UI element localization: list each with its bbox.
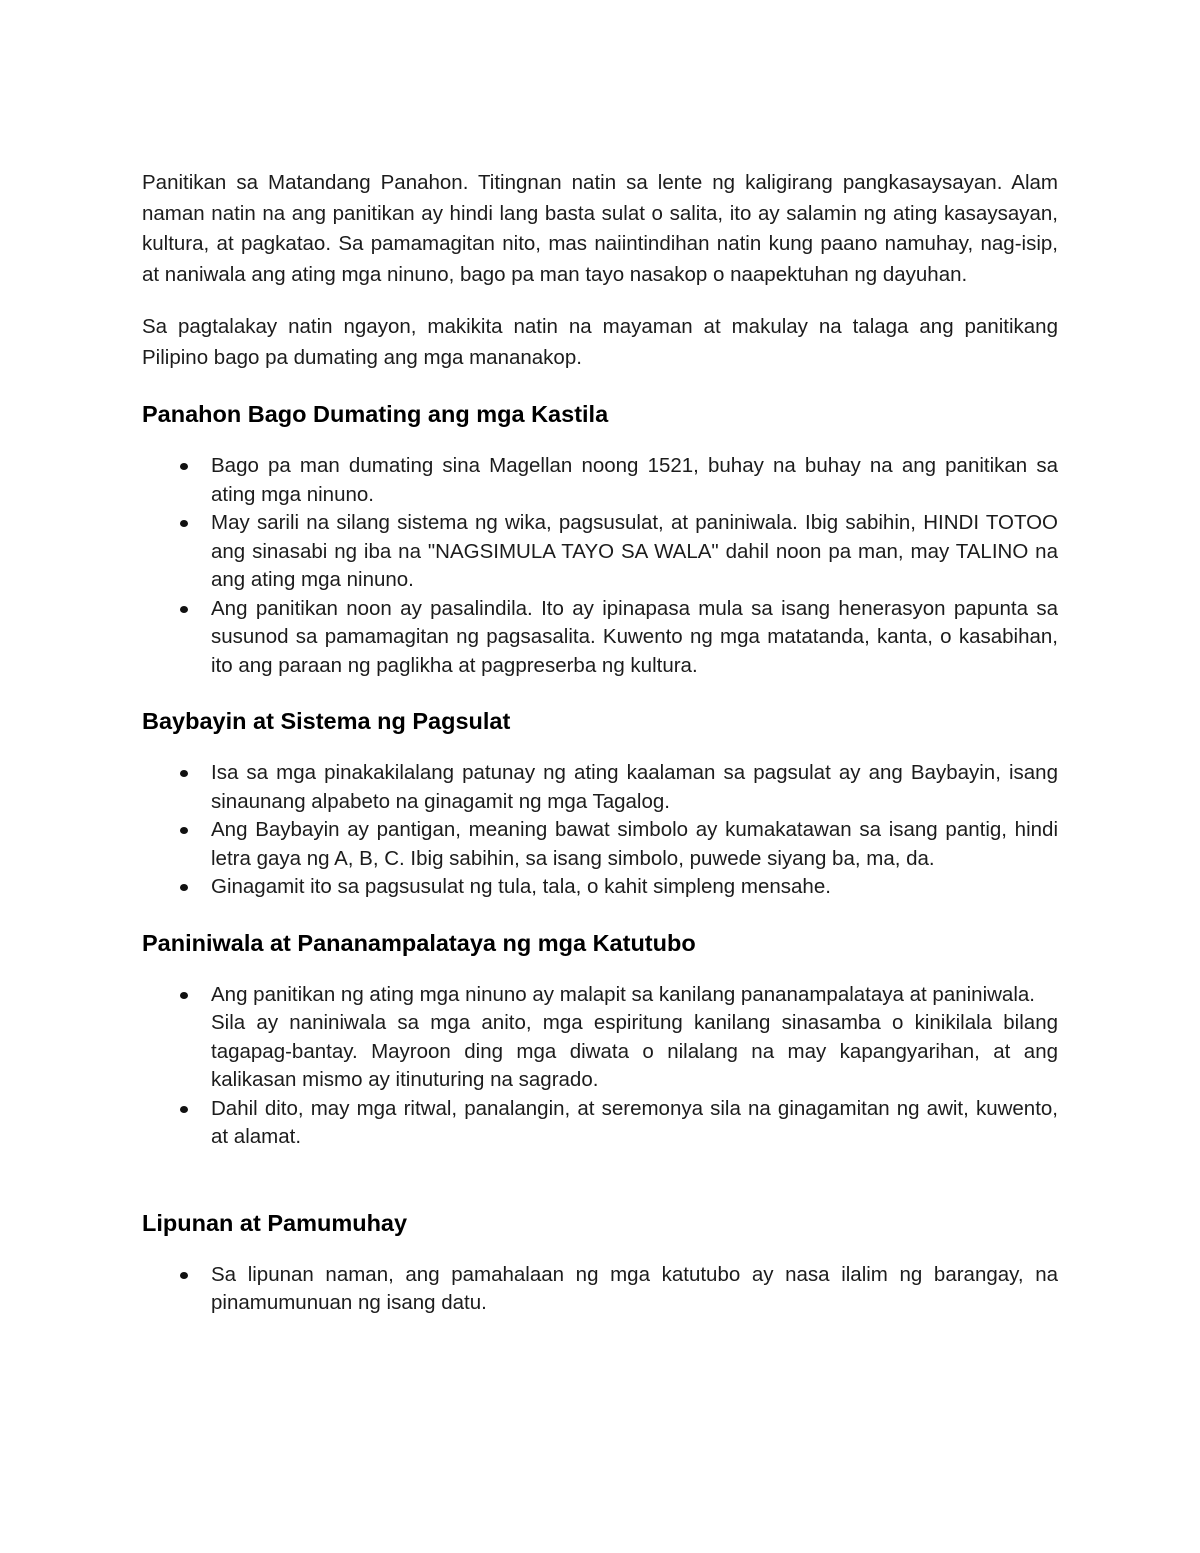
section-heading: Panahon Bago Dumating ang mga Kastila <box>142 401 609 427</box>
bullet-list <box>142 1261 1058 1318</box>
bullet-list <box>142 759 1058 902</box>
section-panahon-bago-dumating <box>142 399 1058 680</box>
bullet-list <box>142 452 1058 680</box>
bullet-icon <box>180 992 188 999</box>
bullet-icon <box>180 827 188 834</box>
bullet-icon <box>180 884 188 891</box>
bullet-icon <box>180 606 188 613</box>
list-item <box>142 873 1058 902</box>
bullet-icon <box>180 520 188 527</box>
list-item <box>142 509 1058 595</box>
list-item-text: Isa sa mga pinakakilalang patunay ng ating kaalaman sa pagsulat ay ang Baybayin, isang sinaunang alpabeto na ginagamit ng mga Tagalog. <box>211 761 1058 813</box>
list-item-text: Ang Baybayin ay pantigan, meaning bawat simbolo ay kumakatawan sa isang pantig, hindi letra gaya ng A, B, C. Ibig sabihin, sa isang simbolo, puwede siyang ba, ma, da. <box>211 818 1058 870</box>
section-baybayin <box>142 706 1058 902</box>
section-paniniwala <box>142 928 1058 1152</box>
list-item-text: Dahil dito, may mga ritwal, panalangin, at seremonya sila na ginagamitan ng awit, kuwento, at alamat. <box>211 1096 1058 1148</box>
section-heading: Baybayin at Sistema ng Pagsulat <box>142 708 511 734</box>
bullet-list <box>142 981 1058 1152</box>
bullet-icon <box>180 463 188 470</box>
list-item <box>142 1261 1058 1318</box>
list-item <box>142 981 1058 1095</box>
list-item-text: Sa lipunan naman, ang pamahalaan ng mga katutubo ay nasa ilalim ng barangay, na pinamumunuan ng isang datu. <box>211 1262 1058 1314</box>
list-item <box>142 452 1058 509</box>
list-item <box>142 759 1058 816</box>
list-item <box>142 816 1058 873</box>
list-item <box>142 595 1058 681</box>
list-item-text: Ginagamit ito sa pagsusulat ng tula, tala, o kahit simpleng mensahe. <box>211 875 831 898</box>
intro-paragraph: Panitikan sa Matandang Panahon. Titingnan natin sa lente ng kaligirang pangkasaysayan. Alam naman natin na ang panitikan ay hindi lang basta sulat o salita, ito ay salamin ng ating kasaysayan, kultura, at pagkatao. Sa pamamagitan nito, mas naiintindihan natin kung paano namuhay, nag-isip, at naniwala ang ating mga ninuno, bago pa man tayo nasakop o naapektuhan ng dayuhan. <box>142 171 1058 286</box>
section-lipunan <box>142 1208 1058 1318</box>
section-heading: Lipunan at Pamumuhay <box>142 1209 408 1236</box>
section-heading: Paniniwala at Pananampalataya ng mga Katutubo <box>142 929 696 956</box>
list-item-text-continued: Sila ay naniniwala sa mga anito, mga espiritung kanilang sinasamba o kinikilala bilang tagapag-bantay. Mayroon ding mga diwata o nilalang na may kapangyarihan, at ang kalikasan mismo ay itinuturing na sagrado. <box>211 1011 1058 1091</box>
bullet-icon <box>180 1106 188 1113</box>
list-item-text: Ang panitikan ng ating mga ninuno ay malapit sa kanilang pananampalataya at paniniwala. <box>211 982 1035 1006</box>
list-item <box>142 1095 1058 1152</box>
intro-paragraph: Sa pagtalakay natin ngayon, makikita natin na mayaman at makulay na talaga ang panitikang Pilipino bago pa dumating ang mga mananakop. <box>142 315 1058 369</box>
list-item-text: Ang panitikan noon ay pasalindila. Ito ay ipinapasa mula sa isang henerasyon papunta sa susunod sa pamamagitan ng pagsasalita. Kuwento ng mga matatanda, kanta, o kasabihan, ito ang paraan ng paglikha at pagpreserba ng kultura. <box>211 596 1058 677</box>
bullet-icon <box>180 770 188 777</box>
list-item-text: May sarili na silang sistema ng wika, pagsusulat, at paniniwala. Ibig sabihin, HINDI TOTOO ang sinasabi ng iba na "NAGSIMULA TAYO SA WALA" dahil noon pa man, may TALINO na ang ating mga ninuno. <box>211 511 1058 591</box>
bullet-icon <box>180 1272 188 1279</box>
list-item-text: Bago pa man dumating sina Magellan noong 1521, buhay na buhay na ang panitikan sa ating mga ninuno. <box>211 454 1058 506</box>
document-page <box>142 168 1058 1318</box>
